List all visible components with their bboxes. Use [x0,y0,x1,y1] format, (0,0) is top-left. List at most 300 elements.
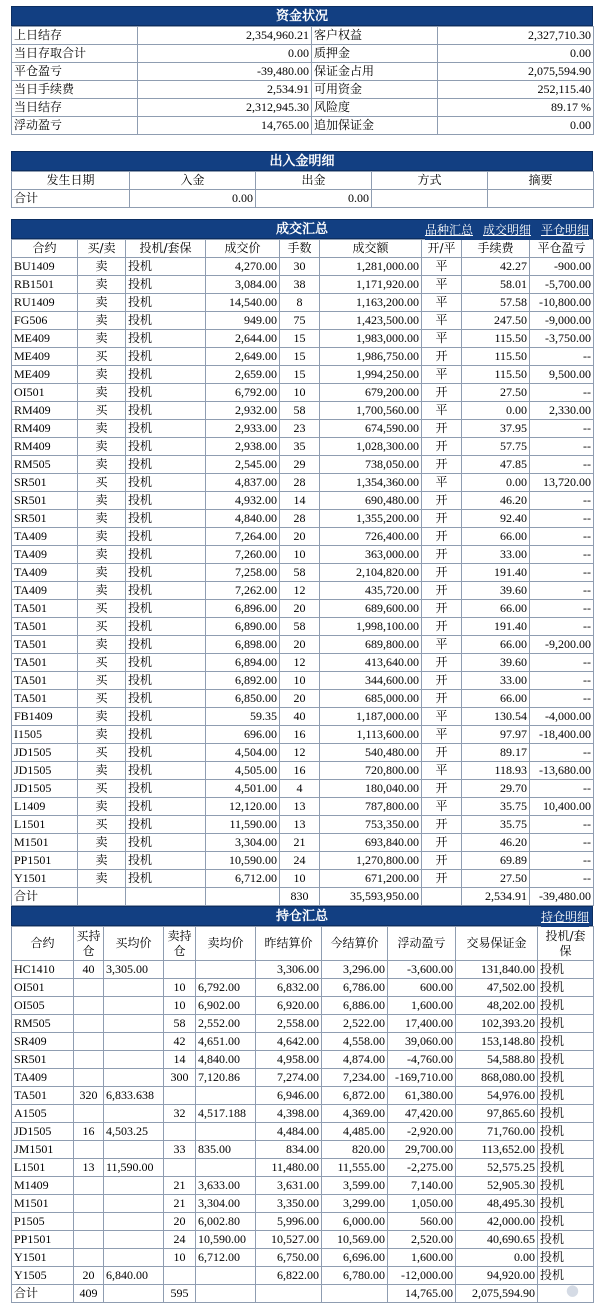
trade-row-cell: 投机 [126,546,206,564]
trade-total-row-cell [78,888,126,906]
trade-row-cell: 2,644.00 [206,330,280,348]
trade-row-cell: 卖 [78,834,126,852]
position-summary-title: 持仓汇总 [275,909,328,924]
trade-row-cell: 买 [78,816,126,834]
trade-row-cell: 46.20 [462,492,530,510]
trade-row-cell: 平 [422,402,462,420]
trade-row-cell: L1409 [12,798,78,816]
position-row-cell: 7,234.00 [322,1069,388,1087]
cash-flow-header-row-cell: 方式 [372,172,488,190]
trade-row-cell: 7,262.00 [206,582,280,600]
trade-row-cell: 6,898.00 [206,636,280,654]
trade-row-cell: -9,200.00 [530,636,594,654]
trade-row [12,654,594,672]
trade-row-cell: 投机 [126,456,206,474]
trade-row-cell: 24 [280,852,320,870]
trade-row-cell: 115.50 [462,366,530,384]
position-row-cell: 2,522.00 [322,1015,388,1033]
position-row-cell: 3,305.00 [104,961,164,979]
position-row-cell: 4,484.00 [256,1123,322,1141]
position-header-cell: 卖均价 [196,927,256,961]
trade-row-cell: TA501 [12,654,78,672]
trade-row-cell: 投机 [126,744,206,762]
cash-flow-total-row-cell [372,190,488,208]
fund-status-row-cell: 质押金 [312,45,438,63]
trade-row-cell: 开 [422,816,462,834]
trade-row-cell: JD1505 [12,780,78,798]
trade-row-cell: 2,933.00 [206,420,280,438]
fund-status-row-cell: 上日结存 [12,27,138,45]
trade-row-cell: -- [530,834,594,852]
trade-row-cell: 29.70 [462,780,530,798]
trade-links [425,220,589,240]
trade-row-cell: 开 [422,384,462,402]
position-row-cell: JM1501 [12,1141,74,1159]
position-row-cell: 42,000.00 [456,1213,538,1231]
position-row-cell: A1505 [12,1105,74,1123]
position-row-cell: 投机 [538,1177,594,1195]
trade-row-cell: 10 [280,672,320,690]
position-row-cell: 131,840.00 [456,961,538,979]
trade-row-cell: -- [530,816,594,834]
position-row-cell: 10,569.00 [322,1231,388,1249]
trade-row-cell: 投机 [126,726,206,744]
position-row-cell: 2,520.00 [388,1231,456,1249]
trade-row-cell: 1,423,500.00 [320,312,422,330]
position-row-cell [164,1159,196,1177]
position-row-cell: 投机 [538,1123,594,1141]
trade-row-cell: -- [530,456,594,474]
position-row-cell: TA501 [12,1087,74,1105]
trade-row-cell: 开 [422,870,462,888]
position-row-cell: 48,495.30 [456,1195,538,1213]
trade-row-cell: 1,986,750.00 [320,348,422,366]
trade-row-cell: RM409 [12,420,78,438]
trade-row-cell: 46.20 [462,834,530,852]
trade-row-cell: 卖 [78,528,126,546]
trade-row-cell: 671,200.00 [320,870,422,888]
trade-row-cell: 0.00 [462,402,530,420]
position-row-cell [164,961,196,979]
trade-row-cell: 344,600.00 [320,672,422,690]
position-header-cell: 买均价 [104,927,164,961]
trade-row-cell: 16 [280,726,320,744]
position-row-cell: 投机 [538,1051,594,1069]
trade-row-cell: 投机 [126,600,206,618]
trade-row-cell: 696.00 [206,726,280,744]
position-row-cell: PP1501 [12,1231,74,1249]
position-row-cell: HC1410 [12,961,74,979]
trade-row-cell: 115.50 [462,330,530,348]
trade-total-row-cell: 830 [280,888,320,906]
trade-row-cell: 6,892.00 [206,672,280,690]
trade-row-cell: 33.00 [462,546,530,564]
position-row-cell: 1,600.00 [388,1249,456,1267]
trade-total-row-cell: 35,593,950.00 [320,888,422,906]
header-link[interactable]: 持仓明细 [540,910,589,924]
trade-row-cell: 投机 [126,348,206,366]
cash-flow-total-row [12,190,594,208]
position-row-cell: 1,050.00 [388,1195,456,1213]
trade-header-row-cell: 开/平 [422,240,462,258]
position-header-cell: 合约 [12,927,74,961]
position-row-cell: 6,832.00 [256,979,322,997]
position-row-cell: 4,642.00 [256,1033,322,1051]
trade-row-cell: 3,304.00 [206,834,280,852]
trade-row [12,510,594,528]
trade-row-cell: 29 [280,456,320,474]
cash-flow-table [11,171,594,208]
fund-status-row-cell: 当日手续费 [12,81,138,99]
position-row-cell [196,961,256,979]
fund-status-row-cell: 当日存取合计 [12,45,138,63]
trade-row-cell: RM505 [12,456,78,474]
trade-row-cell: 平 [422,708,462,726]
trade-row-cell: -- [530,852,594,870]
trade-row-cell: ME409 [12,366,78,384]
position-row-cell: 3,304.00 [196,1195,256,1213]
position-row-cell: 7,274.00 [256,1069,322,1087]
trade-row-cell: 12 [280,744,320,762]
trade-row-cell: 投机 [126,708,206,726]
trade-row-cell: 投机 [126,294,206,312]
trade-row-cell: 191.40 [462,618,530,636]
trade-row-cell: 3,084.00 [206,276,280,294]
position-row-cell: 10,527.00 [256,1231,322,1249]
trade-row-cell: 66.00 [462,636,530,654]
position-row-cell: 投机 [538,1267,594,1285]
trade-row-cell: L1501 [12,816,78,834]
trade-row-cell: -13,680.00 [530,762,594,780]
position-row-cell: 3,296.00 [322,961,388,979]
fund-status-row [12,81,594,99]
trade-row-cell: 1,355,200.00 [320,510,422,528]
trade-row-cell: -18,400.00 [530,726,594,744]
trade-row-cell: 投机 [126,654,206,672]
trade-row-cell: 卖 [78,798,126,816]
position-row-cell: 投机 [538,1069,594,1087]
trade-row-cell: -- [530,384,594,402]
trade-row-cell: 66.00 [462,600,530,618]
position-row-cell: 6,696.00 [322,1249,388,1267]
trade-row-cell: 2,104,820.00 [320,564,422,582]
trade-row-cell: 2,938.00 [206,438,280,456]
fund-status-row-cell: 2,534.91 [138,81,312,99]
position-row-cell: 153,148.80 [456,1033,538,1051]
trade-row-cell: 投机 [126,402,206,420]
trade-row-cell: 卖 [78,636,126,654]
trade-row-cell: 投机 [126,312,206,330]
trade-row-cell: 卖 [78,366,126,384]
trade-row-cell: 10 [280,384,320,402]
trade-row [12,618,594,636]
position-row-cell: 4,874.00 [322,1051,388,1069]
position-total-row-cell: 595 [164,1285,196,1303]
position-row-cell: OI505 [12,997,74,1015]
fund-status-row-cell: 89.17 % [438,99,594,117]
position-row-cell: 投机 [538,1087,594,1105]
position-total-row-cell [322,1285,388,1303]
position-total-row [12,1285,594,1303]
watermark-logo: ● [565,1281,579,1299]
position-row-cell: 4,369.00 [322,1105,388,1123]
trade-row-cell: 15 [280,366,320,384]
trade-row-cell: 1,163,200.00 [320,294,422,312]
position-row [12,1141,594,1159]
trade-row-cell: 投机 [126,582,206,600]
trade-row [12,672,594,690]
trade-row-cell: TA409 [12,546,78,564]
trade-row [12,438,594,456]
position-row-cell: 54,976.00 [456,1087,538,1105]
position-total-row-cell [256,1285,322,1303]
position-row-cell: 4,485.00 [322,1123,388,1141]
trade-row-cell: -- [530,654,594,672]
trade-row-cell: 平 [422,276,462,294]
cash-flow-header-row-cell: 出金 [256,172,372,190]
trade-row-cell: 投机 [126,852,206,870]
position-row-cell: 94,920.00 [456,1267,538,1285]
trade-row-cell: -- [530,690,594,708]
position-row-cell [74,1015,104,1033]
position-row-cell: 33 [164,1141,196,1159]
trade-row-cell: 180,040.00 [320,780,422,798]
trade-row-cell: 33.00 [462,672,530,690]
trade-row-cell: 开 [422,456,462,474]
fund-status-row-cell: 14,765.00 [138,117,312,135]
trade-total-row-cell: 合计 [12,888,78,906]
fund-status-row-cell: 0.00 [138,45,312,63]
position-header-cell: 买持仓 [74,927,104,961]
trade-row-cell: 卖 [78,492,126,510]
position-row-cell: 21 [164,1177,196,1195]
trade-row-cell: TA501 [12,672,78,690]
trade-row-cell: 开 [422,420,462,438]
header-link[interactable]: 成交明细 [482,223,531,237]
trade-row-cell: 11,590.00 [206,816,280,834]
trade-row [12,420,594,438]
position-row-cell: M1409 [12,1177,74,1195]
trade-row-cell: 6,896.00 [206,600,280,618]
position-row-cell: 21 [164,1195,196,1213]
fund-status-row [12,27,594,45]
position-row [12,1069,594,1087]
trade-row-cell: FG506 [12,312,78,330]
trade-row-cell: 58.01 [462,276,530,294]
position-row [12,1033,594,1051]
trade-row [12,384,594,402]
position-header-cell: 投机/套保 [538,927,594,961]
trade-row [12,294,594,312]
position-row-cell: 835.00 [196,1141,256,1159]
position-row-cell [196,1267,256,1285]
trade-row-cell: 平 [422,312,462,330]
position-row-cell: 52,575.25 [456,1159,538,1177]
fund-status-row [12,45,594,63]
position-row-cell [74,1033,104,1051]
trade-row [12,330,594,348]
trade-row-cell: 16 [280,762,320,780]
position-row-cell: 投机 [538,979,594,997]
trade-row-cell: 720,800.00 [320,762,422,780]
trade-row-cell: 75 [280,312,320,330]
trade-row-cell: 787,800.00 [320,798,422,816]
trade-row-cell: -3,750.00 [530,330,594,348]
trade-row-cell: PP1501 [12,852,78,870]
position-row-cell: 投机 [538,1141,594,1159]
fund-status-row-cell: 风险度 [312,99,438,117]
trade-row [12,798,594,816]
trade-row-cell: ME409 [12,348,78,366]
trade-row-cell: 66.00 [462,528,530,546]
trade-row-cell: RB1501 [12,276,78,294]
trade-row-cell: 435,720.00 [320,582,422,600]
position-row-cell: 20 [74,1267,104,1285]
position-row-cell: 10 [164,979,196,997]
position-header-cell: 交易保证金 [456,927,538,961]
trade-row-cell: 投机 [126,276,206,294]
trade-row-cell: 买 [78,618,126,636]
trade-row-cell: 卖 [78,582,126,600]
position-row-cell: 3,299.00 [322,1195,388,1213]
trade-row-cell: 753,350.00 [320,816,422,834]
trade-row-cell: TA501 [12,618,78,636]
position-row-cell: 3,350.00 [256,1195,322,1213]
trade-row-cell: -5,700.00 [530,276,594,294]
trade-row-cell: 平 [422,366,462,384]
trade-row-cell: 投机 [126,492,206,510]
position-row-cell: 4,651.00 [196,1033,256,1051]
trade-row-cell: 1,171,920.00 [320,276,422,294]
fund-status-row-cell: 2,327,710.30 [438,27,594,45]
trade-row-cell: 投机 [126,528,206,546]
position-header-cell: 浮动盈亏 [388,927,456,961]
trade-row-cell: 35 [280,438,320,456]
fund-status-row [12,99,594,117]
trade-row-cell: 13 [280,798,320,816]
fund-status-row-cell: 0.00 [438,45,594,63]
position-row-cell [196,1123,256,1141]
trade-row-cell: 1,281,000.00 [320,258,422,276]
trade-row-cell: 28 [280,510,320,528]
position-row-cell: 300 [164,1069,196,1087]
trade-row-cell: 平 [422,474,462,492]
trade-row-cell: 8 [280,294,320,312]
position-row-cell: 11,480.00 [256,1159,322,1177]
trade-row-cell: 6,792.00 [206,384,280,402]
trade-row-cell: 平 [422,258,462,276]
position-row-cell: JD1505 [12,1123,74,1141]
trade-row-cell: 12 [280,582,320,600]
trade-row-cell: 10,400.00 [530,798,594,816]
position-row-cell [104,1249,164,1267]
trade-row-cell: I1505 [12,726,78,744]
cash-flow-header-row [12,172,594,190]
header-link[interactable]: 品种汇总 [424,223,473,237]
position-row-cell [104,979,164,997]
trade-row-cell: 4,840.00 [206,510,280,528]
trade-row-cell: 卖 [78,708,126,726]
trade-row-cell: 27.50 [462,870,530,888]
position-row [12,1123,594,1141]
trade-row-cell: 7,258.00 [206,564,280,582]
trade-row-cell: 卖 [78,312,126,330]
position-row [12,1267,594,1285]
trade-row-cell: 2,659.00 [206,366,280,384]
position-row-cell: 10,590.00 [196,1231,256,1249]
position-row-cell: -169,710.00 [388,1069,456,1087]
position-row-cell: 4,503.25 [104,1123,164,1141]
trade-row-cell: SR501 [12,492,78,510]
position-row-cell: 7,120.86 [196,1069,256,1087]
position-row-cell: 40,690.65 [456,1231,538,1249]
position-row-cell: 2,552.00 [196,1015,256,1033]
position-row-cell [104,1141,164,1159]
trade-row-cell: -- [530,438,594,456]
trade-row-cell: 买 [78,672,126,690]
position-row-cell: 6,712.00 [196,1249,256,1267]
position-row-cell: 6,750.00 [256,1249,322,1267]
fund-status-row-cell: 保证金占用 [312,63,438,81]
trade-row-cell: 69.89 [462,852,530,870]
position-row-cell [164,1087,196,1105]
trade-row-cell: 1,270,800.00 [320,852,422,870]
position-row-cell [104,1015,164,1033]
position-row-cell: 6,822.00 [256,1267,322,1285]
position-summary-section [11,906,593,1303]
trade-row-cell: JD1505 [12,762,78,780]
position-row-cell: 16 [74,1123,104,1141]
trade-row-cell: SR501 [12,474,78,492]
position-row-cell: 投机 [538,1033,594,1051]
trade-row-cell: 38 [280,276,320,294]
position-row-cell [104,1051,164,1069]
header-link[interactable]: 平仓明细 [540,223,589,237]
trade-row-cell: 卖 [78,258,126,276]
trade-row-cell: -- [530,672,594,690]
trade-row-cell: M1501 [12,834,78,852]
position-row-cell [164,1123,196,1141]
position-row [12,1249,594,1267]
position-row-cell: 4,558.00 [322,1033,388,1051]
trade-row-cell: 投机 [126,564,206,582]
position-row-cell: 29,700.00 [388,1141,456,1159]
trade-row-cell: Y1501 [12,870,78,888]
trade-row [12,564,594,582]
trade-row-cell: TA501 [12,600,78,618]
position-row-cell [196,1159,256,1177]
trade-total-row [12,888,594,906]
trade-header-row-cell: 成交额 [320,240,422,258]
trade-row-cell: 37.95 [462,420,530,438]
position-total-row-cell [104,1285,164,1303]
position-row-cell: 3,306.00 [256,961,322,979]
fund-status-row-cell: 平仓盈亏 [12,63,138,81]
position-row-cell [74,979,104,997]
position-row-cell: 6,000.00 [322,1213,388,1231]
fund-status-row-cell: 2,312,945.30 [138,99,312,117]
position-row-cell: 投机 [538,1249,594,1267]
position-row-cell: 6,792.00 [196,979,256,997]
position-header-cell: 昨结算价 [256,927,322,961]
position-row [12,1051,594,1069]
position-row-cell: 24 [164,1231,196,1249]
fund-status-row-cell: 252,115.40 [438,81,594,99]
position-row-cell: -12,000.00 [388,1267,456,1285]
position-summary-table [11,926,594,1303]
trade-row [12,762,594,780]
position-row-cell: 560.00 [388,1213,456,1231]
